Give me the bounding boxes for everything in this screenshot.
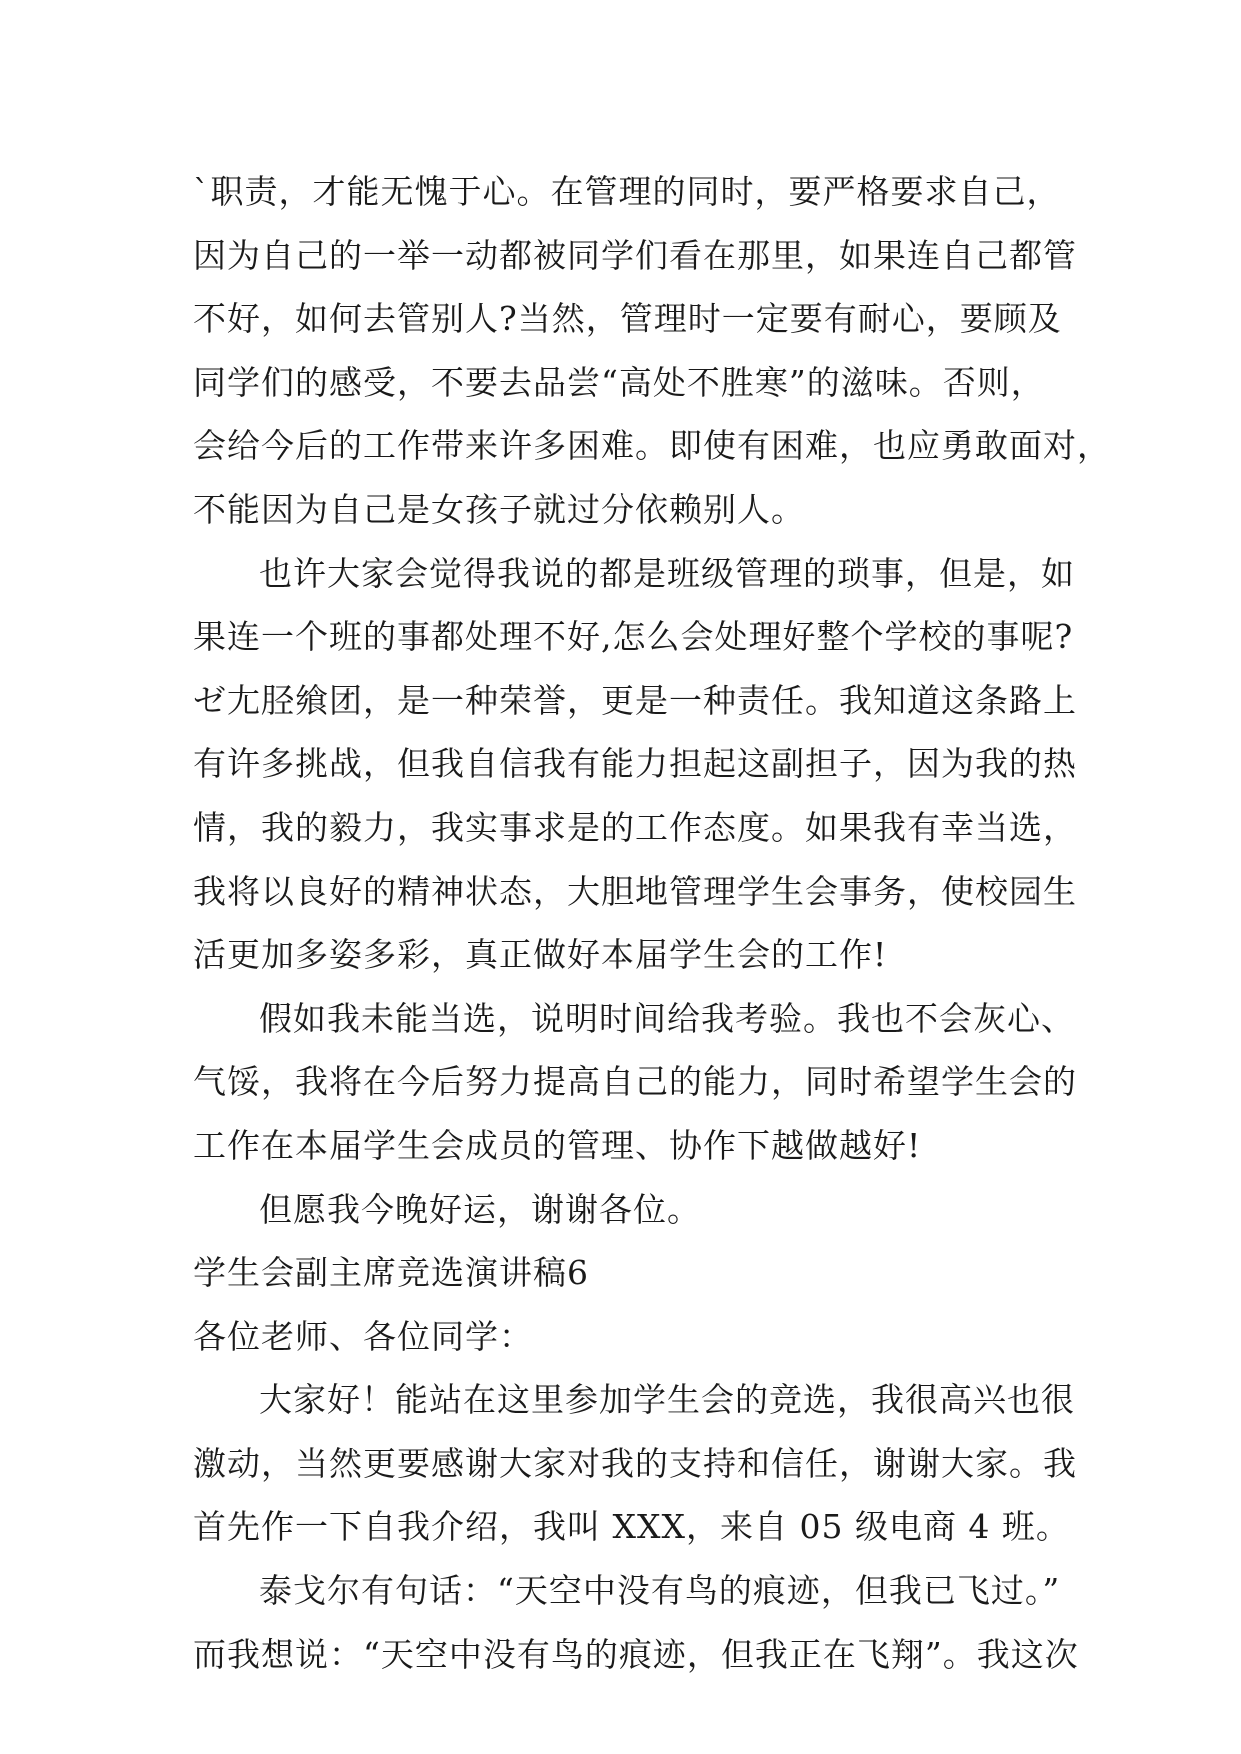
text-line: `职责，才能无愧于心。在管理的同时，要严格要求自己， (193, 172, 1061, 211)
text-line: 因为自己的一举一动都被同学们看在那里，如果连自己都管 (193, 235, 1077, 275)
paragraph-first-line: 也许大家会觉得我说的都是班级管理的琐事，但是，如 (259, 553, 1075, 593)
text-line: 不好，如何去管别人?当然，管理时一定要有耐心，要顾及 (193, 299, 1062, 339)
text-line: 工作在本届学生会成员的管理、协作下越做越好! (193, 1125, 922, 1165)
text-line: 情，我的毅力，我实事求是的工作态度。如果我有幸当选， (193, 807, 1077, 847)
text-line: 会给今后的工作带来许多困难。即使有困难，也应勇敢面对， (193, 426, 1111, 466)
text-line: 而我想说：“天空中没有鸟的痕迹，但我正在飞翔”。我这次 (193, 1634, 1079, 1674)
text-line: 首先作一下自我介绍，我叫 XXX，来自 05 级电商 4 班。 (193, 1507, 1070, 1547)
paragraph-first-line: 假如我未能当选，说明时间给我考验。我也不会灰心、 (259, 998, 1075, 1038)
text-line: 气馁，我将在今后努力提高自己的能力，同时希望学生会的 (193, 1062, 1077, 1102)
paragraph-first-line: 大家好！能站在这里参加学生会的竞选，我很高兴也很 (259, 1380, 1075, 1420)
document-body (193, 160, 1111, 1686)
text-line: 激动，当然更要感谢大家对我的支持和信任，谢谢大家。我 (193, 1443, 1077, 1483)
text-line: ゼ尢胫飨团，是一种荣誉，更是一种责任。我知道这条路上 (193, 680, 1077, 720)
text-line: 活更加多姿多彩，真正做好本届学生会的工作! (193, 935, 888, 975)
text-line: 我将以良好的精神状态，大胆地管理学生会事务，使校园生 (193, 871, 1077, 911)
salutation: 各位老师、各位同学： (193, 1316, 533, 1356)
paragraph-first-line: 泰戈尔有句话：“天空中没有鸟的痕迹，但我已飞过。” (259, 1571, 1061, 1611)
paragraph-first-line: 但愿我今晚好运，谢谢各位。 (259, 1189, 701, 1229)
text-line: 果连一个班的事都处理不好,怎么会处理好整个学校的事呢? (193, 617, 1074, 657)
text-line: 不能因为自己是女孩子就过分依赖别人。 (193, 489, 805, 529)
text-line: 有许多挑战，但我自信我有能力担起这副担子，因为我的热 (193, 744, 1077, 784)
text-line: 同学们的感受，不要去品尝“高处不胜寒”的滋味。否则， (193, 362, 1045, 402)
section-heading: 学生会副主席竞选演讲稿6 (193, 1253, 589, 1293)
